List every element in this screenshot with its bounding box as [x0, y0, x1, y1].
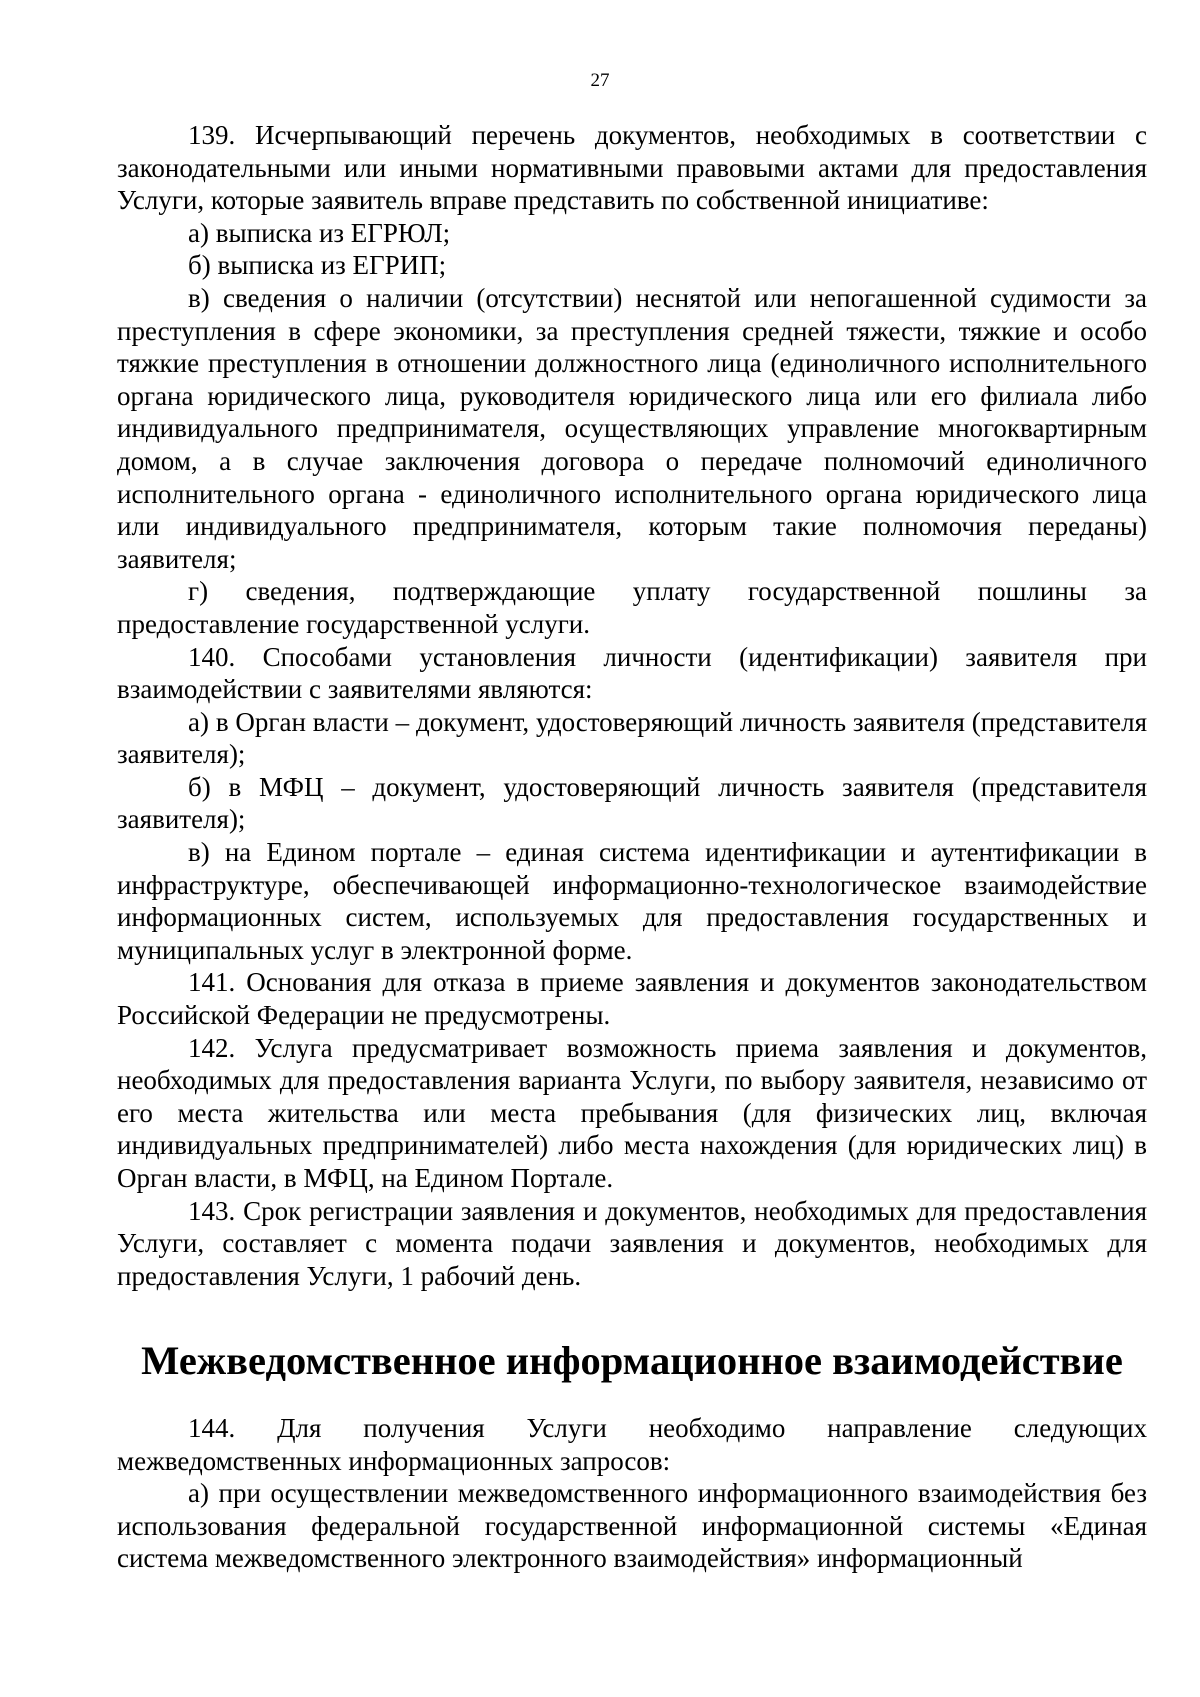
page-number: 27 — [590, 70, 610, 91]
document-body — [117, 119, 1147, 1575]
list-item-140-b: б) в МФЦ – документ, удостоверяющий личность заявителя (представителя заявителя); — [117, 771, 1147, 835]
section-heading: Межведомственное информационное взаимодействие — [141, 1338, 1123, 1384]
list-item-140-a: а) в Орган власти – документ, удостоверяющий личность заявителя (представителя заявителя); — [117, 706, 1147, 770]
paragraph-140: 140. Способами установления личности (идентификации) заявителя при взаимодействии с заявителями являются: — [117, 641, 1147, 705]
paragraph-141: 141. Основания для отказа в приеме заявления и документов законодательством Российской Федерации не предусмотрены. — [117, 967, 1147, 1031]
paragraph-139: 139. Исчерпывающий перечень документов, необходимых в соответствии с законодательными или иными нормативными правовыми актами для предоставления Услуги, которые заявитель вправе представить по собственной инициативе: — [117, 120, 1147, 216]
list-item-139-b: б) выписка из ЕГРИП; — [188, 250, 447, 281]
paragraph-142: 142. Услуга предусматривает возможность приема заявления и документов, необходимых для предоставления варианта Услуги, по выбору заявителя, независимо от его места жительства или места пребывания (для физических лиц, включая индивидуальных предпринимателей) либо места нахождения (для юридических лиц) в Орган власти, в МФЦ, на Едином Портале. — [117, 1032, 1147, 1193]
paragraph-143: 143. Срок регистрации заявления и документов, необходимых для предоставления Услуги, составляет с момента подачи заявления и документов, необходимых для предоставления Услуги, 1 рабочий день. — [117, 1195, 1147, 1291]
list-item-139-v: в) сведения о наличии (отсутствии) неснятой или непогашенной судимости за преступления в сфере экономики, за преступления средней тяжести, тяжкие и особо тяжкие преступления в отношении должностного лица (единоличного исполнительного органа юридического лица, руководителя юридического лица или его филиала либо индивидуального предпринимателя, осуществляющих управление многоквартирным домом, а в случае заключения договора о передаче полномочий единоличного исполнительного органа - единоличного исполнительного органа юридического лица или индивидуального предпринимателя, которым такие полномочия переданы) заявителя; — [117, 282, 1147, 574]
list-item-139-g: г) сведения, подтверждающие уплату государственной пошлины за предоставление государственной услуги. — [117, 576, 1147, 639]
list-item-144-a: а) при осуществлении межведомственного информационного взаимодействия без использования федеральной государственной информационной системы «Единая система межведомственного электронного взаимодействия» информационный — [117, 1478, 1147, 1574]
paragraph-144: 144. Для получения Услуги необходимо направление следующих межведомственных информационных запросов: — [117, 1412, 1147, 1476]
list-item-139-a: а) выписка из ЕГРЮЛ; — [188, 217, 451, 248]
list-item-140-v: в) на Едином портале – единая система идентификации и аутентификации в инфраструктуре, обеспечивающей информационно-технологическое взаимодействие информационных систем, используемых для предоставления государственных и муниципальных услуг в электронной форме. — [117, 837, 1147, 965]
